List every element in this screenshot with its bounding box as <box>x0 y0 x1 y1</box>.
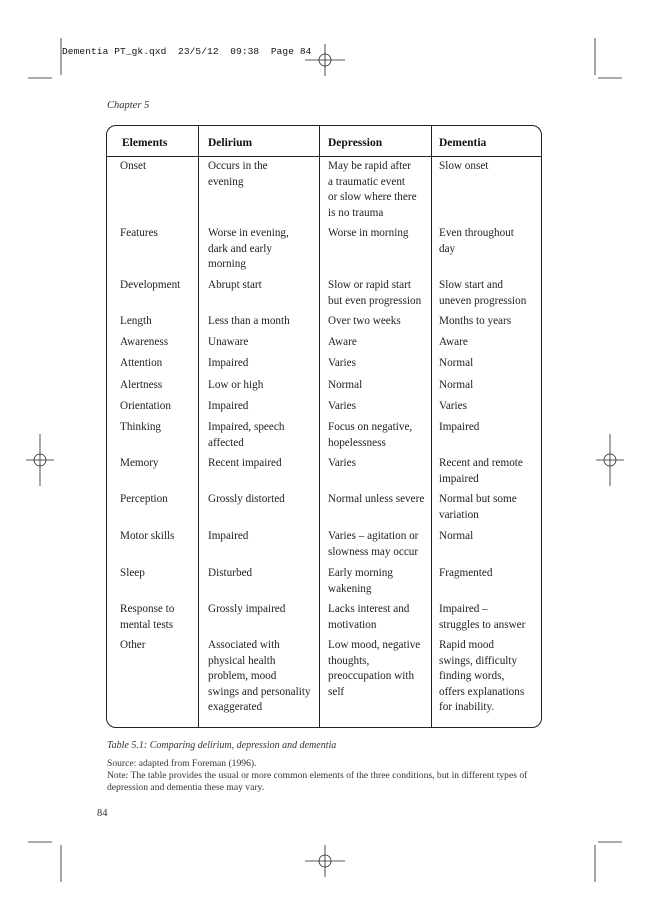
header-divider <box>107 156 541 157</box>
table-cell-delirium: Grossly distorted <box>208 493 285 505</box>
table-cell-dementia: Rapid mood swings, difficulty finding words, offers explanations for inability. <box>439 639 525 713</box>
table-cell-dementia: Slow start and uneven progression <box>439 279 527 307</box>
table-cell-depression: Slow or rapid start but even progression <box>328 279 422 307</box>
table-cell-element: Onset <box>120 160 147 172</box>
table-cell-dementia: Impaired – struggles to answer <box>439 603 526 631</box>
column-divider <box>431 126 432 727</box>
table-cell-element: Alertness <box>120 379 163 391</box>
table-cell-element: Motor skills <box>120 530 175 542</box>
page-number: 84 <box>97 808 108 819</box>
table-cell-dementia: Aware <box>439 336 468 348</box>
table-cell-depression: Lacks interest and motivation <box>328 603 410 631</box>
table-cell-dementia: Months to years <box>439 315 512 327</box>
table-cell-depression: Varies – agitation or slowness may occur <box>328 530 419 558</box>
table-cell-delirium: Occurs in the evening <box>208 160 268 188</box>
table-cell-depression: Varies <box>328 400 356 412</box>
table-cell-delirium: Impaired <box>208 530 249 542</box>
table-cell-element: Awareness <box>120 336 169 348</box>
table-note: Note: The table provides the usual or more common elements of the three conditions, but in different types of depression and dementia these may vary. <box>107 770 528 793</box>
table-cell-dementia: Impaired <box>439 421 480 433</box>
table-cell-delirium: Worse in evening, dark and early morning <box>208 227 289 270</box>
table-cell-delirium: Abrupt start <box>208 279 262 291</box>
table-cell-dementia: Varies <box>439 400 467 412</box>
table-cell-dementia: Normal <box>439 357 474 369</box>
table-cell-element: Response to mental tests <box>120 603 175 631</box>
header-elements: Elements <box>122 137 168 149</box>
table-cell-depression: Focus on negative, hopelessness <box>328 421 413 449</box>
table-cell-depression: Worse in morning <box>328 227 409 239</box>
comparison-table <box>106 125 542 728</box>
header-depression: Depression <box>328 137 383 149</box>
header-dementia: Dementia <box>439 137 487 149</box>
table-cell-element: Orientation <box>120 400 171 412</box>
table-cell-element: Development <box>120 279 181 291</box>
table-cell-element: Thinking <box>120 421 162 433</box>
column-divider <box>198 126 199 727</box>
table-cell-dementia: Fragmented <box>439 567 493 579</box>
table-cell-element: Sleep <box>120 567 145 579</box>
table-cell-dementia: Normal <box>439 379 474 391</box>
table-cell-element: Memory <box>120 457 159 469</box>
table-cell-depression: Normal unless severe <box>328 493 425 505</box>
column-divider <box>319 126 320 727</box>
table-cell-depression: Varies <box>328 357 356 369</box>
table-cell-depression: Early morning wakening <box>328 567 393 595</box>
table-cell-delirium: Unaware <box>208 336 249 348</box>
table-cell-depression: Low mood, negative thoughts, preoccupation with self <box>328 639 421 698</box>
table-cell-dementia: Normal but some variation <box>439 493 517 521</box>
table-cell-element: Attention <box>120 357 163 369</box>
print-slug: Dementia PT_gk.qxd 23/5/12 09:38 Page 84 <box>62 46 312 57</box>
table-cell-dementia: Recent and remote impaired <box>439 457 523 485</box>
table-cell-element: Perception <box>120 493 168 505</box>
table-cell-element: Length <box>120 315 152 327</box>
table-cell-element: Features <box>120 227 158 239</box>
table-cell-depression: Over two weeks <box>328 315 401 327</box>
table-cell-depression: Aware <box>328 336 357 348</box>
table-cell-delirium: Grossly impaired <box>208 603 286 615</box>
table-cell-delirium: Impaired <box>208 357 249 369</box>
table-cell-delirium: Impaired <box>208 400 249 412</box>
table-cell-delirium: Impaired, speech affected <box>208 421 285 449</box>
table-cell-depression: Varies <box>328 457 356 469</box>
table-cell-delirium: Recent impaired <box>208 457 282 469</box>
table-cell-element: Other <box>120 639 146 651</box>
table-cell-dementia: Even throughout day <box>439 227 514 255</box>
table-cell-depression: Normal <box>328 379 363 391</box>
table-source: Source: adapted from Foreman (1996). <box>107 758 257 769</box>
running-head: Chapter 5 <box>107 100 150 111</box>
table-caption: Table 5.1: Comparing delirium, depression and dementia <box>107 740 337 751</box>
table-cell-delirium: Disturbed <box>208 567 253 579</box>
table-cell-delirium: Associated with physical health problem, mood swings and personality exaggerated <box>208 639 311 713</box>
table-cell-dementia: Normal <box>439 530 474 542</box>
table-cell-depression: May be rapid after a traumatic event or slow where there is no trauma <box>328 160 417 219</box>
table-cell-dementia: Slow onset <box>439 160 489 172</box>
table-cell-delirium: Less than a month <box>208 315 290 327</box>
table-cell-delirium: Low or high <box>208 379 264 391</box>
header-delirium: Delirium <box>208 137 253 149</box>
